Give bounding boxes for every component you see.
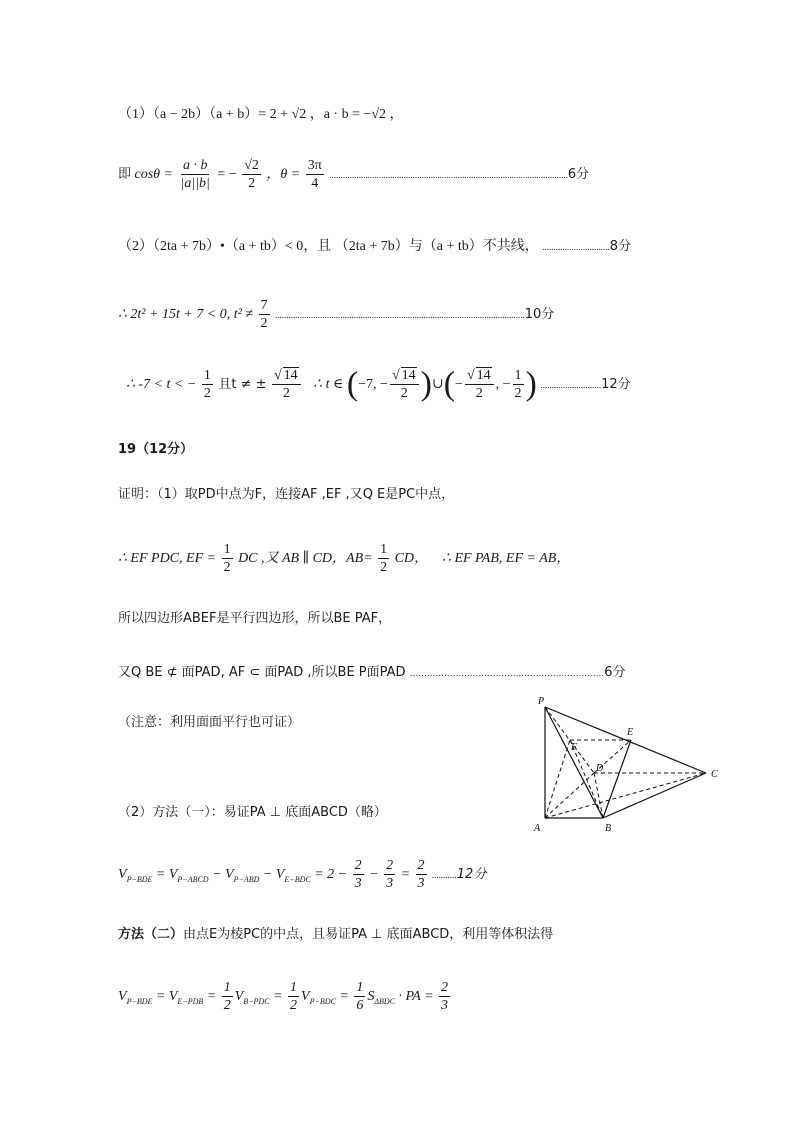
t-in: ∴ t ∈: [313, 377, 344, 393]
part1-line2: [118, 158, 589, 192]
seven: 7: [259, 298, 270, 315]
label-e: E: [627, 727, 634, 738]
two: 2: [260, 316, 268, 332]
seven-halves: [259, 298, 270, 332]
not-collinear: （2ta + 7b）与（a + tb）不共线，: [334, 239, 539, 254]
leader-dots: ...........................: [540, 380, 602, 391]
proof-line1: 证明：（1）取PD中点为F，连接AF ,EF ,又Q E是PC中点，: [118, 487, 455, 502]
ef-equals-ab: ∴ EF PAB, EF = AB，: [442, 551, 571, 567]
part1-equation: （1）（a − 2b）（a + b）= 2 + √2 ，a · b = −√2 ，: [118, 107, 404, 122]
cos-fraction: [179, 158, 212, 192]
t-not-equal: 且t ≠ ±: [218, 377, 267, 393]
one-half: $\frac{1}{2}$: [203, 368, 211, 402]
cd: CD，: [394, 551, 429, 567]
theta-label: ，θ =: [266, 167, 301, 183]
label-b: B: [605, 823, 612, 834]
label-f: F: [571, 742, 578, 753]
label-a: A: [534, 823, 541, 834]
method-two-line: [118, 928, 553, 941]
part2-line3: ∴ -7 < t < − $\frac{1}{2}$ 且t ≠ ± $\frac{√ 14}{2}$ ∴ t ∈ (−7, − $\frac{√ 14}{2}$ )∪(− $\frac{√ 14}{2}$ , − $\frac{1}{2}$ ) ...........................12分: [126, 365, 631, 403]
method-two-text: 由点E为棱PC的中点，且易证PA ⊥ 底面ABCD，利用等体积法得: [183, 927, 554, 942]
label-c: C: [711, 769, 718, 780]
t-range: ∴ -7 < t < −: [126, 377, 197, 393]
label-p: P: [538, 696, 545, 707]
part2-line2: [118, 298, 554, 332]
leader-dots: ..............................: [542, 242, 610, 252]
score-10: 10分: [524, 307, 555, 323]
proof-line2: [118, 542, 570, 576]
theta-fraction: [306, 158, 324, 192]
sqrt2-num: √2: [242, 158, 261, 175]
leader-dots: ...............................................................................................................: [275, 310, 525, 321]
method-one: （2）方法（一）：易证PA ⊥ 底面ABCD（略）: [118, 805, 387, 820]
leader-dots: ...........: [432, 870, 457, 881]
score-6: 6分: [567, 167, 590, 183]
score-6b: 6分: [604, 665, 626, 680]
proof-line4: [118, 666, 626, 679]
half-2: $\frac{1}{2}$: [380, 542, 388, 576]
cos-numerator: a · b: [181, 158, 210, 175]
part2-line1: [118, 240, 631, 254]
proof-line3: 所以四边形ABEF是平行四边形，所以BE PAF，: [118, 611, 392, 626]
volume-eq-2: $V_{P-BDE} = V_{E-PDB}$ = $\frac{1}{2}$ $V_{B-PDC}$ = $\frac{1}{2}$ $V_{P-BDC}$ = $\frac{1}{6}$ $S_{\Delta BDC}$ · PA = $\frac{2}{3}$: [118, 980, 449, 1014]
score-12b: 12分: [456, 867, 487, 883]
cos-denominator: |a||b|: [180, 176, 210, 192]
sqrt2-den: 2: [248, 176, 256, 192]
ab-parallel-cd: DC ,又 AB ∥ CD，AB=: [238, 551, 373, 567]
volume-eq-1: $V_{P-BDE} = V_{P-ABCD} - V_{P-ABD} - V_{E-BDC} = 2$ − $\frac{2}{3}$ − $\frac{2}{3}$ = $\frac{2}{3}$ ...........12分: [118, 858, 487, 892]
line2-prefix: 即: [118, 167, 132, 183]
score-8: 8分: [609, 239, 632, 254]
half-1: $\frac{1}{2}$: [223, 542, 231, 576]
theta-num: 3π: [306, 158, 324, 175]
part2-inequality: （2）（2ta + 7b）•（a + tb）< 0，且: [118, 239, 332, 254]
equals-minus: = −: [217, 167, 237, 183]
leader-dots: ....................................................................: [409, 669, 605, 679]
leader-dots: ..........................................................................................................: [329, 170, 568, 181]
cos-theta-label: cosθ =: [134, 167, 174, 183]
sqrt14-over-2: $\frac{√ 14}{2}$: [272, 368, 301, 402]
theta-den: 4: [311, 176, 319, 192]
quadratic-inequality: ∴ 2t² + 15t + 7 < 0, t² ≠: [118, 307, 253, 323]
part1-line1: [118, 108, 404, 122]
sqrt2-over-2: [242, 158, 261, 192]
note-line: （注意：利用面面平行也可证）: [118, 715, 301, 730]
score-12: 12分: [601, 377, 631, 393]
method-two-heading: 方法（二）: [118, 927, 184, 942]
pyramid-figure: [528, 695, 728, 840]
be-parallel-plane: 又Q BE ⊄ 面PAD, AF ⊂ 面PAD ,所以BE P面PAD: [118, 665, 406, 680]
ef-parallel-dc: ∴ EF PDC, EF =: [118, 551, 217, 567]
question-19-heading: 19（12分）: [118, 442, 194, 457]
label-d: D: [596, 763, 604, 774]
